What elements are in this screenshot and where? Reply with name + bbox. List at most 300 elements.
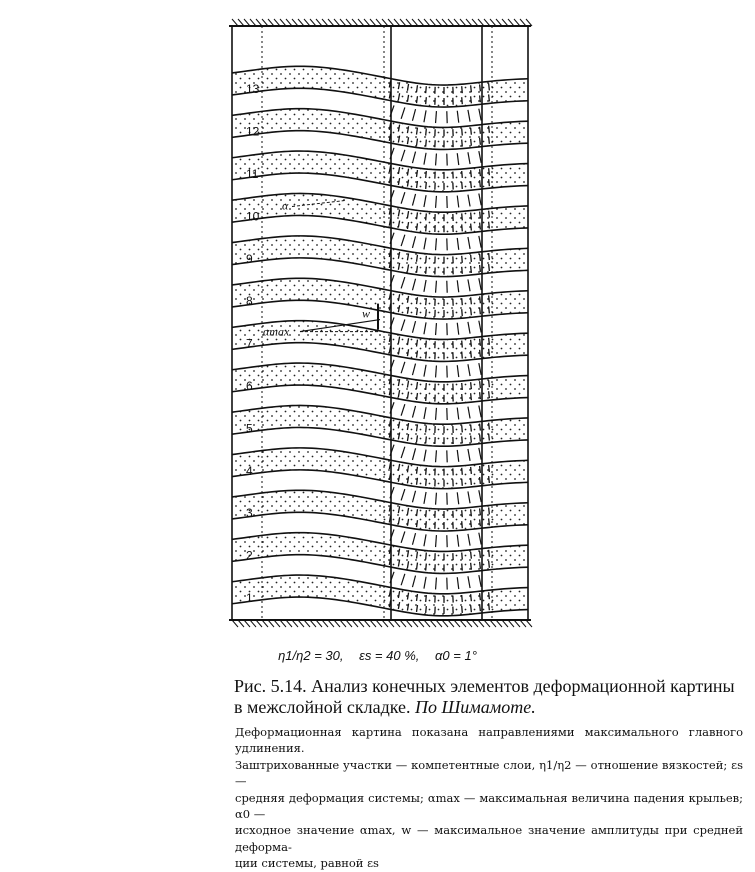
strain-tick bbox=[471, 308, 472, 315]
strain-tick bbox=[489, 423, 490, 430]
strain-tick bbox=[480, 254, 481, 261]
strain-tick bbox=[462, 97, 463, 104]
strain-tick bbox=[436, 577, 437, 589]
strain-tick bbox=[471, 436, 472, 443]
strain-tick bbox=[468, 110, 470, 122]
hatch-mark bbox=[388, 620, 394, 627]
strain-tick bbox=[480, 339, 481, 346]
hatch-mark bbox=[340, 620, 346, 627]
strain-tick bbox=[489, 561, 490, 568]
strain-tick bbox=[424, 153, 426, 165]
strain-tick bbox=[479, 278, 481, 290]
hatch-mark bbox=[250, 620, 256, 627]
hatch-mark bbox=[334, 19, 340, 26]
hatch-mark bbox=[382, 19, 388, 26]
initial-dip: α0 = 1° bbox=[435, 648, 477, 663]
hatch-mark bbox=[412, 19, 418, 26]
hatch-mark bbox=[496, 620, 502, 627]
hatch-mark bbox=[508, 19, 514, 26]
hatch-mark bbox=[244, 19, 250, 26]
hatch-mark bbox=[400, 620, 406, 627]
strain-tick bbox=[436, 450, 437, 462]
strain-tick bbox=[471, 297, 472, 304]
caption-label: Рис. 5.14. bbox=[234, 676, 307, 696]
strain-tick bbox=[436, 153, 437, 165]
strain-tick bbox=[489, 253, 490, 260]
strain-tick bbox=[401, 277, 405, 288]
hatch-mark bbox=[394, 620, 400, 627]
strain-tick bbox=[462, 595, 463, 602]
hatch-mark bbox=[454, 620, 460, 627]
strain-tick bbox=[489, 391, 490, 398]
strain-tick bbox=[457, 323, 458, 335]
strain-tick bbox=[462, 86, 463, 93]
hatch-mark bbox=[484, 19, 490, 26]
strain-tick bbox=[462, 182, 463, 189]
strain-tick bbox=[401, 235, 405, 246]
hatch-mark bbox=[430, 620, 436, 627]
strain-tick bbox=[479, 405, 481, 417]
strain-tick bbox=[489, 338, 490, 345]
strain-tick bbox=[471, 605, 472, 612]
hatch-mark bbox=[352, 19, 358, 26]
strain-tick bbox=[468, 576, 470, 588]
strain-tick bbox=[471, 181, 472, 188]
layer-number-label: 13 bbox=[246, 82, 260, 96]
hatch-mark bbox=[460, 19, 466, 26]
strain-tick bbox=[462, 553, 463, 560]
hatch-mark bbox=[448, 620, 454, 627]
strain-tick bbox=[480, 138, 481, 145]
hatch-mark bbox=[376, 620, 382, 627]
competent-layer-fill bbox=[232, 405, 528, 446]
strain-tick bbox=[457, 535, 458, 547]
strain-tick bbox=[480, 477, 481, 484]
hatch-mark bbox=[514, 19, 520, 26]
layer-number-label: 7 bbox=[246, 337, 253, 351]
hatch-mark bbox=[346, 620, 352, 627]
strain-tick bbox=[436, 535, 437, 547]
strain-tick bbox=[412, 491, 415, 503]
strain-tick bbox=[489, 179, 490, 186]
strain-tick bbox=[401, 574, 405, 585]
hatch-mark bbox=[358, 19, 364, 26]
strain-tick bbox=[424, 322, 426, 334]
strain-tick bbox=[480, 381, 481, 388]
strain-tick bbox=[489, 507, 490, 514]
strain-tick bbox=[480, 435, 481, 442]
layer-number-label: 8 bbox=[246, 294, 253, 308]
strain-tick bbox=[479, 363, 481, 375]
hatch-mark bbox=[520, 620, 526, 627]
strain-tick bbox=[471, 266, 472, 273]
strain-tick bbox=[480, 265, 481, 272]
strain-tick bbox=[468, 364, 470, 376]
hatch-mark bbox=[424, 620, 430, 627]
hatch-mark bbox=[526, 19, 532, 26]
hatch-mark bbox=[418, 620, 424, 627]
strain-tick bbox=[489, 168, 490, 175]
hatch-mark bbox=[268, 620, 274, 627]
hatch-mark bbox=[370, 19, 376, 26]
strain-tick bbox=[480, 519, 481, 526]
hatch-mark bbox=[274, 19, 280, 26]
strain-tick bbox=[426, 97, 427, 104]
strain-tick bbox=[436, 111, 437, 123]
hatch-mark bbox=[454, 19, 460, 26]
hatch-mark bbox=[388, 19, 394, 26]
strain-tick bbox=[424, 280, 426, 292]
hatch-mark bbox=[250, 19, 256, 26]
hatch-mark bbox=[232, 620, 238, 627]
strain-tick bbox=[480, 593, 481, 600]
strain-tick bbox=[426, 140, 427, 147]
hatch-mark bbox=[466, 620, 472, 627]
strain-tick bbox=[412, 109, 415, 121]
description-line: Заштрихованные участки — компетентные слои, η1/η2 — отношение вязкостей; εs — bbox=[235, 757, 743, 790]
strain-tick bbox=[471, 509, 472, 516]
strain-tick bbox=[489, 476, 490, 483]
competent-layer-fill bbox=[232, 533, 528, 574]
strain-tick bbox=[489, 83, 490, 90]
strain-tick bbox=[489, 306, 490, 313]
strain-tick bbox=[489, 264, 490, 271]
strain-tick bbox=[412, 194, 415, 206]
strain-tick bbox=[471, 351, 472, 358]
hatch-mark bbox=[298, 19, 304, 26]
competent-layer-fill bbox=[232, 151, 528, 192]
hatch-mark bbox=[310, 19, 316, 26]
strain-tick bbox=[457, 238, 458, 250]
hatch-mark bbox=[256, 19, 262, 26]
hatch-mark bbox=[478, 620, 484, 627]
strain-tick bbox=[412, 406, 415, 418]
caption-text: Анализ конечных элементов деформационной картины в межслойной складке. bbox=[234, 676, 735, 717]
strain-tick bbox=[480, 392, 481, 399]
strain-tick bbox=[426, 479, 427, 486]
strain-tick bbox=[479, 109, 481, 121]
strain-tick bbox=[424, 534, 426, 546]
strain-tick bbox=[426, 341, 427, 348]
strain-tick bbox=[462, 267, 463, 274]
strain-tick bbox=[462, 425, 463, 432]
strain-tick bbox=[457, 450, 458, 462]
hatch-mark bbox=[322, 19, 328, 26]
competent-layer-fill bbox=[232, 236, 528, 277]
competent-layer-fill bbox=[232, 66, 528, 107]
hatch-mark bbox=[448, 19, 454, 26]
hatch-mark bbox=[364, 19, 370, 26]
strain-tick bbox=[401, 447, 405, 458]
strain-tick bbox=[436, 365, 437, 377]
hatch-mark bbox=[304, 19, 310, 26]
hatch-mark bbox=[274, 620, 280, 627]
strain-tick bbox=[462, 140, 463, 147]
strain-tick bbox=[462, 309, 463, 316]
hatch-mark bbox=[304, 620, 310, 627]
hatch-mark bbox=[280, 19, 286, 26]
strain-tick bbox=[426, 553, 427, 560]
strain-tick bbox=[426, 256, 427, 263]
hatch-mark bbox=[490, 620, 496, 627]
strain-tick bbox=[436, 196, 437, 208]
strain-tick bbox=[401, 192, 405, 203]
strain-tick bbox=[471, 128, 472, 135]
strain-tick bbox=[462, 479, 463, 486]
strain-tick bbox=[436, 323, 437, 335]
description-line: Деформационная картина показана направлениями максимального главного удлинения. bbox=[235, 724, 743, 757]
strain-tick bbox=[471, 255, 472, 262]
competent-layer-fill bbox=[232, 278, 528, 319]
strain-tick bbox=[462, 468, 463, 475]
strain-tick bbox=[480, 508, 481, 515]
strain-tick bbox=[480, 551, 481, 558]
strain-tick bbox=[468, 449, 470, 461]
hatch-mark bbox=[256, 620, 262, 627]
strain-tick bbox=[468, 279, 470, 291]
hatch-mark bbox=[502, 620, 508, 627]
strain-tick bbox=[480, 169, 481, 176]
strain-tick bbox=[480, 84, 481, 91]
strain-tick bbox=[462, 383, 463, 390]
strain-tick bbox=[426, 521, 427, 528]
hatch-mark bbox=[520, 19, 526, 26]
strain-tick bbox=[489, 465, 490, 472]
hatch-mark bbox=[292, 620, 298, 627]
hatch-mark bbox=[460, 620, 466, 627]
strain-tick bbox=[471, 96, 472, 103]
hatch-mark bbox=[472, 19, 478, 26]
strain-tick bbox=[426, 436, 427, 443]
hatch-mark bbox=[478, 19, 484, 26]
hatch-mark bbox=[328, 620, 334, 627]
strain-tick bbox=[457, 408, 458, 420]
strain-tick bbox=[424, 238, 426, 250]
description-line: средняя деформация системы; αmax — максимальная величина падения крыльев; α0 — bbox=[235, 790, 743, 823]
hatch-mark bbox=[418, 19, 424, 26]
caption-author: По Шимамоте. bbox=[415, 697, 536, 717]
layer-number-label: 11 bbox=[246, 167, 259, 181]
strain-tick bbox=[480, 466, 481, 473]
hatch-mark bbox=[436, 620, 442, 627]
strain-tick bbox=[479, 321, 481, 333]
strain-tick bbox=[401, 404, 405, 415]
strain-tick bbox=[471, 340, 472, 347]
strain-tick bbox=[426, 383, 427, 390]
layer-number-label: 10 bbox=[246, 209, 260, 223]
strain-tick bbox=[471, 467, 472, 474]
hatch-mark bbox=[496, 19, 502, 26]
strain-tick bbox=[426, 298, 427, 305]
hatch-mark bbox=[322, 620, 328, 627]
layer-number-label: 1 bbox=[246, 591, 253, 605]
strain-tick bbox=[426, 468, 427, 475]
strain-tick bbox=[457, 365, 458, 377]
strain-tick bbox=[412, 364, 415, 376]
competent-layer-fill bbox=[232, 363, 528, 404]
strain-tick bbox=[426, 267, 427, 274]
layer-number-label: 3 bbox=[246, 506, 253, 520]
strain-tick bbox=[471, 552, 472, 559]
layer-number-label: 6 bbox=[246, 379, 253, 393]
hatch-mark bbox=[424, 19, 430, 26]
strain-tick bbox=[471, 85, 472, 92]
hatch-mark bbox=[286, 19, 292, 26]
strain-tick bbox=[462, 564, 463, 571]
strain-tick bbox=[462, 394, 463, 401]
strain-tick bbox=[471, 224, 472, 231]
strain-tick bbox=[489, 295, 490, 302]
hatch-mark bbox=[232, 19, 238, 26]
strain-tick bbox=[462, 256, 463, 263]
strain-tick bbox=[468, 534, 470, 546]
strain-tick bbox=[480, 296, 481, 303]
competent-layer-fill bbox=[232, 109, 528, 150]
strain-tick bbox=[412, 236, 415, 248]
strain-tick bbox=[426, 564, 427, 571]
hatch-mark bbox=[484, 620, 490, 627]
strain-tick bbox=[457, 153, 458, 165]
hatch-mark bbox=[268, 19, 274, 26]
hatch-mark bbox=[406, 19, 412, 26]
strain-tick bbox=[479, 236, 481, 248]
strain-tick bbox=[424, 365, 426, 377]
strain-tick bbox=[426, 510, 427, 517]
hatch-mark bbox=[442, 620, 448, 627]
strain-tick bbox=[468, 152, 470, 164]
strain-tick bbox=[462, 224, 463, 231]
strain-tick bbox=[489, 126, 490, 133]
strain-tick bbox=[412, 576, 415, 588]
hatch-mark bbox=[490, 19, 496, 26]
hatch-mark bbox=[436, 19, 442, 26]
strain-tick bbox=[424, 450, 426, 462]
hatch-mark bbox=[352, 620, 358, 627]
competent-layer-fill bbox=[232, 575, 528, 616]
strain-tick bbox=[471, 520, 472, 527]
viscosity-ratio: η1/η2 = 30, bbox=[278, 648, 343, 663]
strain-tick bbox=[436, 493, 437, 505]
description-line: ции системы, равной εs bbox=[235, 855, 743, 871]
strain-tick bbox=[471, 563, 472, 570]
hatch-mark bbox=[238, 19, 244, 26]
strain-tick bbox=[468, 322, 470, 334]
strain-tick bbox=[457, 280, 458, 292]
strain-tick bbox=[468, 491, 470, 503]
strain-tick bbox=[426, 394, 427, 401]
strain-tick bbox=[426, 595, 427, 602]
strain-tick bbox=[480, 95, 481, 102]
strain-tick bbox=[412, 321, 415, 333]
strain-tick bbox=[424, 195, 426, 207]
layer-number-label: 4 bbox=[246, 464, 253, 478]
hatch-mark bbox=[346, 19, 352, 26]
strain-tick bbox=[471, 382, 472, 389]
strain-tick bbox=[457, 111, 458, 123]
layer-number-label: 2 bbox=[246, 549, 253, 563]
strain-tick bbox=[489, 211, 490, 218]
strain-tick bbox=[426, 86, 427, 93]
strain-tick bbox=[457, 492, 458, 504]
strain-tick bbox=[426, 425, 427, 432]
strain-tick bbox=[480, 212, 481, 219]
strain-tick bbox=[471, 139, 472, 146]
competent-layer-fill bbox=[232, 448, 528, 489]
strain-tick bbox=[479, 193, 481, 205]
strain-tick bbox=[489, 434, 490, 441]
strain-tick bbox=[462, 606, 463, 613]
strain-tick bbox=[462, 129, 463, 136]
strain-tick bbox=[480, 127, 481, 134]
alpha-annotation: α bbox=[282, 199, 289, 213]
strain-tick bbox=[471, 213, 472, 220]
strain-tick bbox=[479, 533, 481, 545]
strain-tick bbox=[471, 425, 472, 432]
strain-tick bbox=[479, 490, 481, 502]
strain-tick bbox=[471, 594, 472, 601]
hatch-mark bbox=[370, 620, 376, 627]
strain-tick bbox=[462, 436, 463, 443]
strain-tick bbox=[468, 237, 470, 249]
strain-tick bbox=[401, 107, 405, 118]
strain-tick bbox=[401, 489, 405, 500]
hatch-mark bbox=[400, 19, 406, 26]
hatch-mark bbox=[526, 620, 532, 627]
hatch-mark bbox=[514, 620, 520, 627]
hatch-mark bbox=[262, 19, 268, 26]
strain-tick bbox=[436, 238, 437, 250]
strain-tick bbox=[489, 137, 490, 144]
hatch-mark bbox=[508, 620, 514, 627]
strain-tick bbox=[462, 352, 463, 359]
strain-tick bbox=[457, 196, 458, 208]
strain-tick bbox=[489, 518, 490, 525]
hatch-mark bbox=[472, 620, 478, 627]
strain-tick bbox=[489, 222, 490, 229]
hatch-mark bbox=[430, 19, 436, 26]
strain-tick bbox=[401, 319, 405, 330]
hatch-mark bbox=[406, 620, 412, 627]
hatch-mark bbox=[442, 19, 448, 26]
strain-tick bbox=[436, 408, 437, 420]
w-annotation: w bbox=[362, 307, 370, 321]
strain-tick bbox=[424, 407, 426, 419]
strain-tick bbox=[412, 533, 415, 545]
strain-tick bbox=[489, 94, 490, 101]
hatch-mark bbox=[382, 620, 388, 627]
competent-layer-fill bbox=[232, 490, 528, 531]
strain-tick bbox=[424, 577, 426, 589]
hatch-mark bbox=[394, 19, 400, 26]
strain-tick bbox=[480, 350, 481, 357]
strain-tick bbox=[457, 577, 458, 589]
strain-tick bbox=[471, 393, 472, 400]
alpha-max-annotation: αmax bbox=[263, 325, 290, 339]
strain-tick bbox=[401, 362, 405, 373]
strain-tick bbox=[401, 531, 405, 542]
hatch-mark bbox=[412, 620, 418, 627]
hatch-mark bbox=[316, 620, 322, 627]
strain-tick bbox=[426, 352, 427, 359]
description-line: исходное значение αmax, w — максимальное значение амплитуды при средней деформа- bbox=[235, 822, 743, 855]
hatch-mark bbox=[358, 620, 364, 627]
hatch-mark bbox=[286, 620, 292, 627]
strain-tick bbox=[462, 298, 463, 305]
strain-tick bbox=[426, 309, 427, 316]
layer-number-label: 5 bbox=[246, 421, 253, 435]
hatch-mark bbox=[340, 19, 346, 26]
strain-tick bbox=[479, 448, 481, 460]
